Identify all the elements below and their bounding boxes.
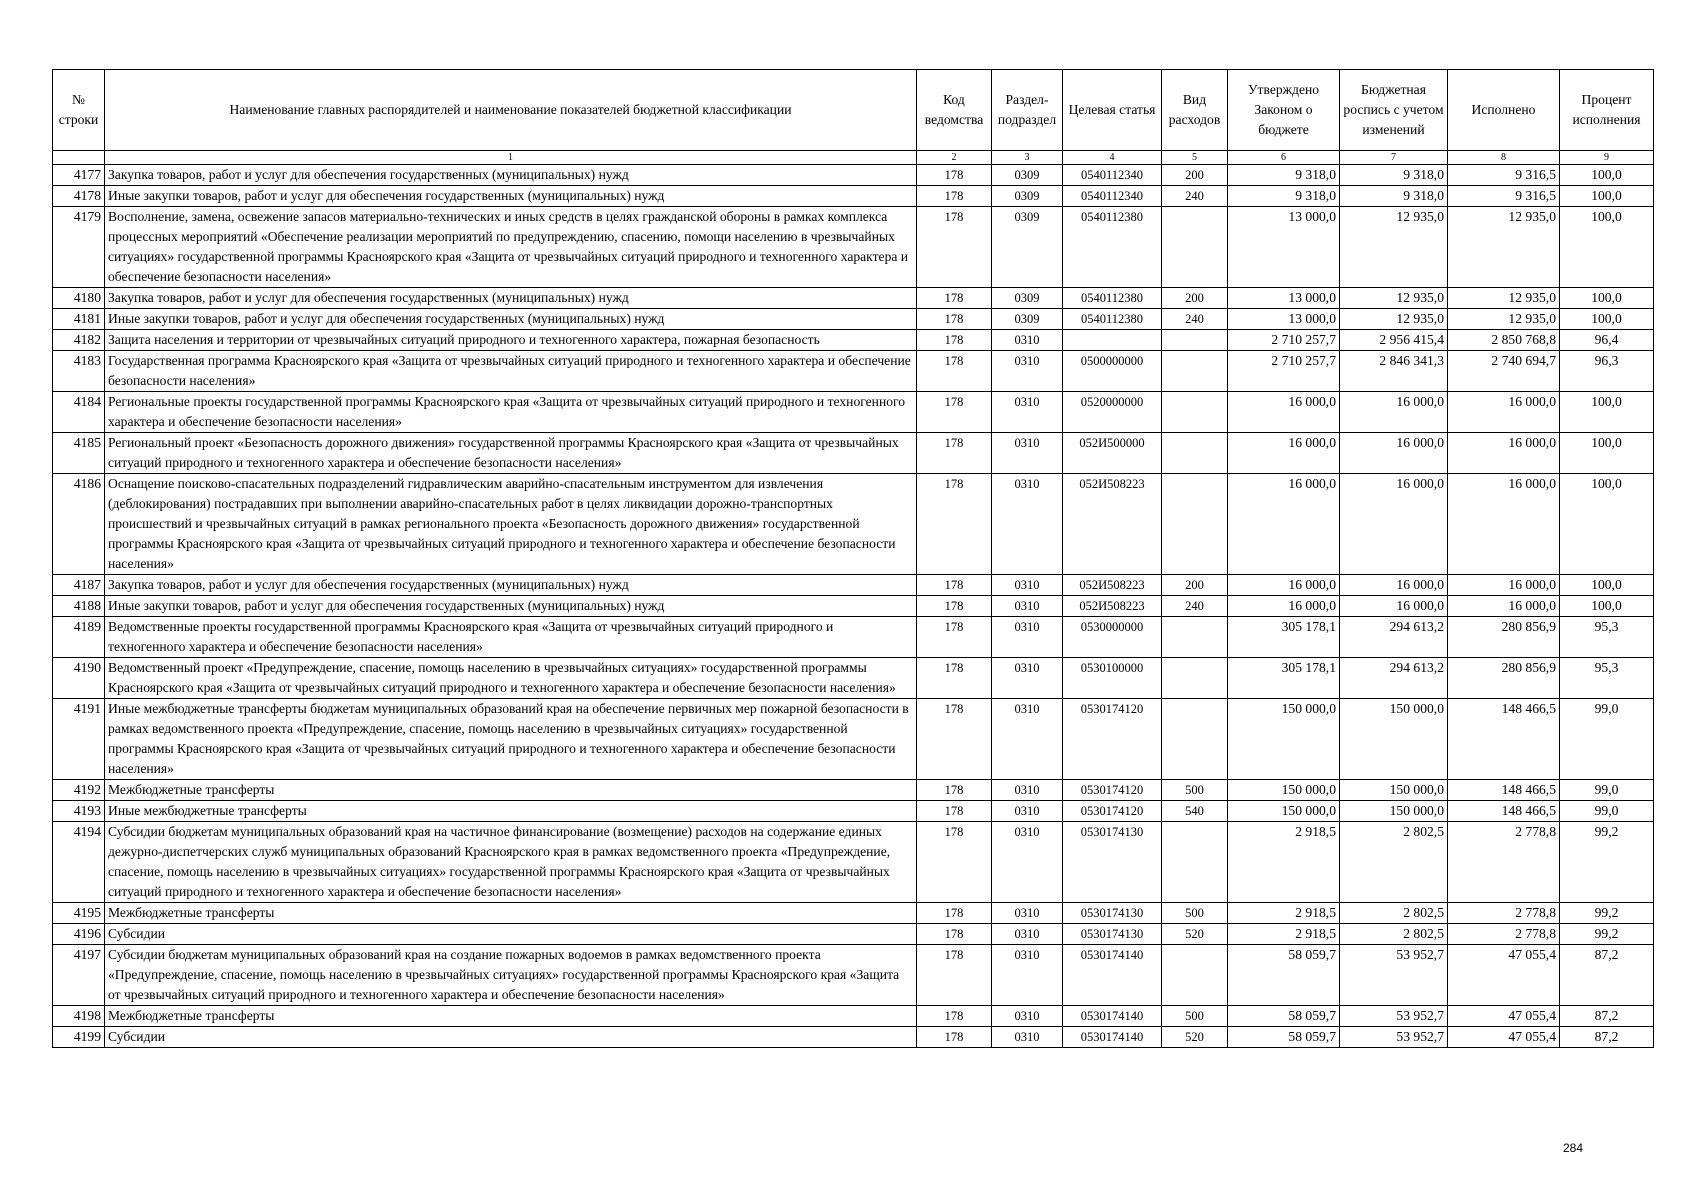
header-percent: Процент исполнения [1560, 70, 1654, 151]
executed-amount: 16 000,0 [1448, 474, 1560, 575]
approved-amount: 2 710 257,7 [1228, 330, 1340, 351]
row-name: Иные закупки товаров, работ и услуг для обеспечения государственных (муниципальных) нужд [105, 186, 917, 207]
table-row [53, 351, 1654, 392]
budget-schedule-amount: 294 613,2 [1340, 658, 1448, 699]
row-number: 4177 [53, 165, 105, 186]
section-code: 0310 [992, 822, 1063, 903]
table-row [53, 1027, 1654, 1048]
row-name: Оснащение поисково-спасательных подразделений гидравлическим аварийно-спасательным инструментом для извлечения (деблокирования) пострадавших при выполнении аварийно-спасательных работ в целях ликвидации дорожно-транспортных происшествий и чрезвычайных ситуаций в рамках регионального проекта «Безопасность дорожного движения» государственной программы Красноярского края «Защита от чрезвычайных ситуаций природного и техногенного характера и обеспечение безопасности населения» [105, 474, 917, 575]
target-article: 0540112380 [1063, 288, 1162, 309]
header-name: Наименование главных распорядителей и наименование показателей бюджетной классификации [105, 70, 917, 151]
table-row [53, 617, 1654, 658]
expense-type [1162, 330, 1228, 351]
target-article: 0530174120 [1063, 699, 1162, 780]
expense-type [1162, 392, 1228, 433]
column-number: 4 [1063, 151, 1162, 165]
percent-executed: 100,0 [1560, 165, 1654, 186]
expense-type [1162, 433, 1228, 474]
executed-amount: 47 055,4 [1448, 945, 1560, 1006]
expense-type [1162, 945, 1228, 1006]
row-number: 4187 [53, 575, 105, 596]
percent-executed: 99,2 [1560, 903, 1654, 924]
row-name: Иные межбюджетные трансферты [105, 801, 917, 822]
table-row [53, 945, 1654, 1006]
target-article: 052И500000 [1063, 433, 1162, 474]
budget-schedule-amount: 16 000,0 [1340, 433, 1448, 474]
budget-schedule-amount: 150 000,0 [1340, 699, 1448, 780]
target-article: 0540112340 [1063, 186, 1162, 207]
row-name: Закупка товаров, работ и услуг для обеспечения государственных (муниципальных) нужд [105, 165, 917, 186]
column-number: 1 [105, 151, 917, 165]
percent-executed: 100,0 [1560, 288, 1654, 309]
department-code: 178 [917, 207, 992, 288]
executed-amount: 16 000,0 [1448, 392, 1560, 433]
department-code: 178 [917, 165, 992, 186]
approved-amount: 2 710 257,7 [1228, 351, 1340, 392]
column-number [53, 151, 105, 165]
percent-executed: 100,0 [1560, 207, 1654, 288]
section-code: 0310 [992, 330, 1063, 351]
department-code: 178 [917, 351, 992, 392]
department-code: 178 [917, 575, 992, 596]
section-code: 0310 [992, 392, 1063, 433]
expense-type: 240 [1162, 596, 1228, 617]
row-number: 4197 [53, 945, 105, 1006]
section-code: 0310 [992, 617, 1063, 658]
department-code: 178 [917, 699, 992, 780]
table-row [53, 288, 1654, 309]
executed-amount: 9 316,5 [1448, 186, 1560, 207]
target-article: 0530174140 [1063, 1027, 1162, 1048]
target-article: 0540112380 [1063, 309, 1162, 330]
section-code: 0309 [992, 207, 1063, 288]
department-code: 178 [917, 801, 992, 822]
column-number: 9 [1560, 151, 1654, 165]
percent-executed: 87,2 [1560, 945, 1654, 1006]
department-code: 178 [917, 924, 992, 945]
expense-type: 200 [1162, 288, 1228, 309]
approved-amount: 150 000,0 [1228, 699, 1340, 780]
target-article: 0530174140 [1063, 1006, 1162, 1027]
expense-type [1162, 474, 1228, 575]
executed-amount: 280 856,9 [1448, 658, 1560, 699]
department-code: 178 [917, 330, 992, 351]
executed-amount: 16 000,0 [1448, 433, 1560, 474]
executed-amount: 47 055,4 [1448, 1006, 1560, 1027]
row-name: Иные закупки товаров, работ и услуг для обеспечения государственных (муниципальных) нужд [105, 309, 917, 330]
column-number: 5 [1162, 151, 1228, 165]
target-article: 0500000000 [1063, 351, 1162, 392]
table-body [53, 165, 1654, 1048]
section-code: 0309 [992, 309, 1063, 330]
row-number: 4182 [53, 330, 105, 351]
table-row [53, 658, 1654, 699]
expense-type: 500 [1162, 780, 1228, 801]
executed-amount: 2 740 694,7 [1448, 351, 1560, 392]
target-article: 052И508223 [1063, 596, 1162, 617]
percent-executed: 96,4 [1560, 330, 1654, 351]
table-row [53, 1006, 1654, 1027]
executed-amount: 16 000,0 [1448, 596, 1560, 617]
executed-amount: 9 316,5 [1448, 165, 1560, 186]
budget-schedule-amount: 16 000,0 [1340, 575, 1448, 596]
executed-amount: 47 055,4 [1448, 1027, 1560, 1048]
table-row [53, 575, 1654, 596]
table-row [53, 801, 1654, 822]
row-name: Межбюджетные трансферты [105, 780, 917, 801]
department-code: 178 [917, 474, 992, 575]
table-row [53, 822, 1654, 903]
percent-executed: 100,0 [1560, 309, 1654, 330]
row-name: Субсидии бюджетам муниципальных образований края на создание пожарных водоемов в рамках ведомственного проекта «Предупреждение, спасение, помощь населению в чрезвычайных ситуациях» государственной программы Красноярского края «Защита от чрезвычайных ситуаций природного и техногенного характера и обеспечение безопасности населения» [105, 945, 917, 1006]
percent-executed: 100,0 [1560, 474, 1654, 575]
department-code: 178 [917, 658, 992, 699]
budget-schedule-amount: 12 935,0 [1340, 288, 1448, 309]
target-article: 0530174120 [1063, 801, 1162, 822]
header-row-number: № строки [53, 70, 105, 151]
table-row [53, 780, 1654, 801]
budget-schedule-amount: 2 802,5 [1340, 924, 1448, 945]
approved-amount: 9 318,0 [1228, 165, 1340, 186]
column-number: 6 [1228, 151, 1340, 165]
percent-executed: 99,0 [1560, 780, 1654, 801]
row-name: Субсидии [105, 1027, 917, 1048]
approved-amount: 9 318,0 [1228, 186, 1340, 207]
section-code: 0310 [992, 575, 1063, 596]
row-name: Закупка товаров, работ и услуг для обеспечения государственных (муниципальных) нужд [105, 575, 917, 596]
budget-schedule-amount: 53 952,7 [1340, 945, 1448, 1006]
row-number: 4192 [53, 780, 105, 801]
header-row [53, 70, 1654, 151]
approved-amount: 58 059,7 [1228, 945, 1340, 1006]
percent-executed: 99,0 [1560, 801, 1654, 822]
target-article: 0540112380 [1063, 207, 1162, 288]
executed-amount: 12 935,0 [1448, 207, 1560, 288]
row-name: Межбюджетные трансферты [105, 903, 917, 924]
budget-schedule-amount: 16 000,0 [1340, 392, 1448, 433]
department-code: 178 [917, 945, 992, 1006]
budget-schedule-amount: 16 000,0 [1340, 474, 1448, 575]
target-article: 0520000000 [1063, 392, 1162, 433]
expense-type: 200 [1162, 575, 1228, 596]
percent-executed: 100,0 [1560, 596, 1654, 617]
target-article: 0530174130 [1063, 924, 1162, 945]
column-number-row [53, 151, 1654, 165]
department-code: 178 [917, 1027, 992, 1048]
row-name: Ведомственный проект «Предупреждение, спасение, помощь населению в чрезвычайных ситуациях» государственной программы Красноярского края «Защита от чрезвычайных ситуаций природного и техногенного характера и обеспечение безопасности населения» [105, 658, 917, 699]
row-number: 4185 [53, 433, 105, 474]
target-article: 0530174140 [1063, 945, 1162, 1006]
approved-amount: 150 000,0 [1228, 801, 1340, 822]
executed-amount: 16 000,0 [1448, 575, 1560, 596]
executed-amount: 148 466,5 [1448, 780, 1560, 801]
section-code: 0310 [992, 658, 1063, 699]
target-article: 0540112340 [1063, 165, 1162, 186]
expense-type: 240 [1162, 309, 1228, 330]
header-department-code: Код ведомства [917, 70, 992, 151]
row-number: 4183 [53, 351, 105, 392]
approved-amount: 2 918,5 [1228, 924, 1340, 945]
percent-executed: 100,0 [1560, 575, 1654, 596]
target-article: 052И508223 [1063, 474, 1162, 575]
section-code: 0310 [992, 699, 1063, 780]
row-number: 4179 [53, 207, 105, 288]
department-code: 178 [917, 433, 992, 474]
department-code: 178 [917, 1006, 992, 1027]
column-number: 2 [917, 151, 992, 165]
target-article: 0530174130 [1063, 822, 1162, 903]
percent-executed: 100,0 [1560, 433, 1654, 474]
table-row [53, 433, 1654, 474]
expense-type: 200 [1162, 165, 1228, 186]
row-number: 4194 [53, 822, 105, 903]
header-budget-schedule: Бюджетная роспись с учетом изменений [1340, 70, 1448, 151]
executed-amount: 148 466,5 [1448, 699, 1560, 780]
row-name: Восполнение, замена, освежение запасов материально-технических и иных средств в целях гражданской обороны в рамках комплекса процессных мероприятий «Обеспечение реализации мероприятий по предупреждению, спасению, помощи населению в чрезвычайных ситуациях» государственной программы Красноярского края «Защита от чрезвычайных ситуаций природного и техногенного характера и обеспечение безопасности населения» [105, 207, 917, 288]
row-number: 4195 [53, 903, 105, 924]
row-number: 4184 [53, 392, 105, 433]
table-row [53, 474, 1654, 575]
row-number: 4196 [53, 924, 105, 945]
row-name: Региональный проект «Безопасность дорожного движения» государственной программы Красноярского края «Защита от чрезвычайных ситуаций природного и техногенного характера и обеспечение безопасности населения» [105, 433, 917, 474]
approved-amount: 13 000,0 [1228, 288, 1340, 309]
expense-type [1162, 699, 1228, 780]
table-row [53, 186, 1654, 207]
column-number: 8 [1448, 151, 1560, 165]
row-name: Иные межбюджетные трансферты бюджетам муниципальных образований края на обеспечение первичных мер пожарной безопасности в рамках ведомственного проекта «Предупреждение, спасение, помощь населению в чрезвычайных ситуациях» государственной программы Красноярского края «Защита от чрезвычайных ситуаций природного и техногенного характера и обеспечение безопасности населения» [105, 699, 917, 780]
executed-amount: 2 850 768,8 [1448, 330, 1560, 351]
table-row [53, 903, 1654, 924]
table-row [53, 330, 1654, 351]
expense-type [1162, 822, 1228, 903]
percent-executed: 99,2 [1560, 822, 1654, 903]
page-number: 284 [1562, 1141, 1583, 1155]
executed-amount: 2 778,8 [1448, 903, 1560, 924]
approved-amount: 16 000,0 [1228, 474, 1340, 575]
budget-schedule-amount: 294 613,2 [1340, 617, 1448, 658]
target-article [1063, 330, 1162, 351]
budget-schedule-amount: 53 952,7 [1340, 1006, 1448, 1027]
section-code: 0310 [992, 945, 1063, 1006]
row-number: 4191 [53, 699, 105, 780]
table-row [53, 596, 1654, 617]
budget-table [52, 69, 1654, 1048]
target-article: 0530000000 [1063, 617, 1162, 658]
section-code: 0310 [992, 780, 1063, 801]
department-code: 178 [917, 288, 992, 309]
budget-schedule-amount: 16 000,0 [1340, 596, 1448, 617]
table-row [53, 207, 1654, 288]
executed-amount: 12 935,0 [1448, 288, 1560, 309]
expense-type: 500 [1162, 1006, 1228, 1027]
section-code: 0310 [992, 924, 1063, 945]
section-code: 0309 [992, 165, 1063, 186]
row-number: 4178 [53, 186, 105, 207]
column-number: 7 [1340, 151, 1448, 165]
approved-amount: 58 059,7 [1228, 1027, 1340, 1048]
expense-type: 520 [1162, 1027, 1228, 1048]
expense-type [1162, 207, 1228, 288]
expense-type [1162, 351, 1228, 392]
percent-executed: 87,2 [1560, 1027, 1654, 1048]
header-approved: Утверждено Законом о бюджете [1228, 70, 1340, 151]
row-number: 4190 [53, 658, 105, 699]
approved-amount: 305 178,1 [1228, 617, 1340, 658]
table-row [53, 699, 1654, 780]
executed-amount: 2 778,8 [1448, 822, 1560, 903]
table-row [53, 392, 1654, 433]
executed-amount: 12 935,0 [1448, 309, 1560, 330]
approved-amount: 58 059,7 [1228, 1006, 1340, 1027]
budget-schedule-amount: 2 802,5 [1340, 903, 1448, 924]
section-code: 0310 [992, 474, 1063, 575]
approved-amount: 16 000,0 [1228, 433, 1340, 474]
section-code: 0310 [992, 433, 1063, 474]
row-name: Региональные проекты государственной программы Красноярского края «Защита от чрезвычайных ситуаций природного и техногенного характера и обеспечение безопасности населения» [105, 392, 917, 433]
row-number: 4193 [53, 801, 105, 822]
header-section: Раздел-подраздел [992, 70, 1063, 151]
approved-amount: 13 000,0 [1228, 309, 1340, 330]
department-code: 178 [917, 903, 992, 924]
budget-schedule-amount: 12 935,0 [1340, 309, 1448, 330]
section-code: 0310 [992, 351, 1063, 392]
header-executed: Исполнено [1448, 70, 1560, 151]
target-article: 0530174120 [1063, 780, 1162, 801]
row-name: Государственная программа Красноярского края «Защита от чрезвычайных ситуаций природного и техногенного характера и обеспечение безопасности населения» [105, 351, 917, 392]
budget-schedule-amount: 150 000,0 [1340, 801, 1448, 822]
budget-schedule-amount: 150 000,0 [1340, 780, 1448, 801]
department-code: 178 [917, 309, 992, 330]
row-number: 4181 [53, 309, 105, 330]
section-code: 0310 [992, 801, 1063, 822]
row-number: 4198 [53, 1006, 105, 1027]
row-name: Субсидии бюджетам муниципальных образований края на частичное финансирование (возмещение) расходов на содержание единых дежурно-диспетчерских служб муниципальных образований Красноярского края в рамках ведомственного проекта «Предупреждение, спасение, помощь населению в чрезвычайных ситуациях» государственной программы Красноярского края «Защита от чрезвычайных ситуаций природного и техногенного характера и обеспечение безопасности населения» [105, 822, 917, 903]
budget-schedule-amount: 2 846 341,3 [1340, 351, 1448, 392]
section-code: 0310 [992, 1027, 1063, 1048]
budget-schedule-amount: 2 956 415,4 [1340, 330, 1448, 351]
section-code: 0310 [992, 596, 1063, 617]
header-target-article: Целевая статья [1063, 70, 1162, 151]
expense-type: 540 [1162, 801, 1228, 822]
expense-type [1162, 658, 1228, 699]
department-code: 178 [917, 822, 992, 903]
row-number: 4188 [53, 596, 105, 617]
department-code: 178 [917, 780, 992, 801]
table-row [53, 165, 1654, 186]
percent-executed: 95,3 [1560, 658, 1654, 699]
section-code: 0309 [992, 288, 1063, 309]
department-code: 178 [917, 596, 992, 617]
expense-type: 500 [1162, 903, 1228, 924]
header-expense-type: Вид расходов [1162, 70, 1228, 151]
approved-amount: 2 918,5 [1228, 822, 1340, 903]
row-name: Иные закупки товаров, работ и услуг для обеспечения государственных (муниципальных) нужд [105, 596, 917, 617]
target-article: 0530174130 [1063, 903, 1162, 924]
expense-type: 240 [1162, 186, 1228, 207]
budget-schedule-amount: 53 952,7 [1340, 1027, 1448, 1048]
row-number: 4180 [53, 288, 105, 309]
row-name: Закупка товаров, работ и услуг для обеспечения государственных (муниципальных) нужд [105, 288, 917, 309]
section-code: 0310 [992, 1006, 1063, 1027]
table-row [53, 924, 1654, 945]
executed-amount: 148 466,5 [1448, 801, 1560, 822]
budget-schedule-amount: 2 802,5 [1340, 822, 1448, 903]
target-article: 0530100000 [1063, 658, 1162, 699]
approved-amount: 2 918,5 [1228, 903, 1340, 924]
budget-schedule-amount: 9 318,0 [1340, 165, 1448, 186]
expense-type [1162, 617, 1228, 658]
row-number: 4189 [53, 617, 105, 658]
department-code: 178 [917, 617, 992, 658]
approved-amount: 305 178,1 [1228, 658, 1340, 699]
target-article: 052И508223 [1063, 575, 1162, 596]
row-name: Межбюджетные трансферты [105, 1006, 917, 1027]
row-name: Субсидии [105, 924, 917, 945]
department-code: 178 [917, 392, 992, 433]
table-row [53, 309, 1654, 330]
percent-executed: 96,3 [1560, 351, 1654, 392]
expense-type: 520 [1162, 924, 1228, 945]
column-number: 3 [992, 151, 1063, 165]
row-name: Защита населения и территории от чрезвычайных ситуаций природного и техногенного характера, пожарная безопасность [105, 330, 917, 351]
row-number: 4199 [53, 1027, 105, 1048]
approved-amount: 150 000,0 [1228, 780, 1340, 801]
approved-amount: 16 000,0 [1228, 392, 1340, 433]
percent-executed: 100,0 [1560, 186, 1654, 207]
department-code: 178 [917, 186, 992, 207]
percent-executed: 99,2 [1560, 924, 1654, 945]
section-code: 0310 [992, 903, 1063, 924]
executed-amount: 280 856,9 [1448, 617, 1560, 658]
approved-amount: 16 000,0 [1228, 575, 1340, 596]
row-name: Ведомственные проекты государственной программы Красноярского края «Защита от чрезвычайных ситуаций природного и техногенного характера и обеспечение безопасности населения» [105, 617, 917, 658]
executed-amount: 2 778,8 [1448, 924, 1560, 945]
percent-executed: 99,0 [1560, 699, 1654, 780]
percent-executed: 95,3 [1560, 617, 1654, 658]
percent-executed: 100,0 [1560, 392, 1654, 433]
budget-schedule-amount: 12 935,0 [1340, 207, 1448, 288]
approved-amount: 13 000,0 [1228, 207, 1340, 288]
approved-amount: 16 000,0 [1228, 596, 1340, 617]
budget-schedule-amount: 9 318,0 [1340, 186, 1448, 207]
section-code: 0309 [992, 186, 1063, 207]
percent-executed: 87,2 [1560, 1006, 1654, 1027]
row-number: 4186 [53, 474, 105, 575]
